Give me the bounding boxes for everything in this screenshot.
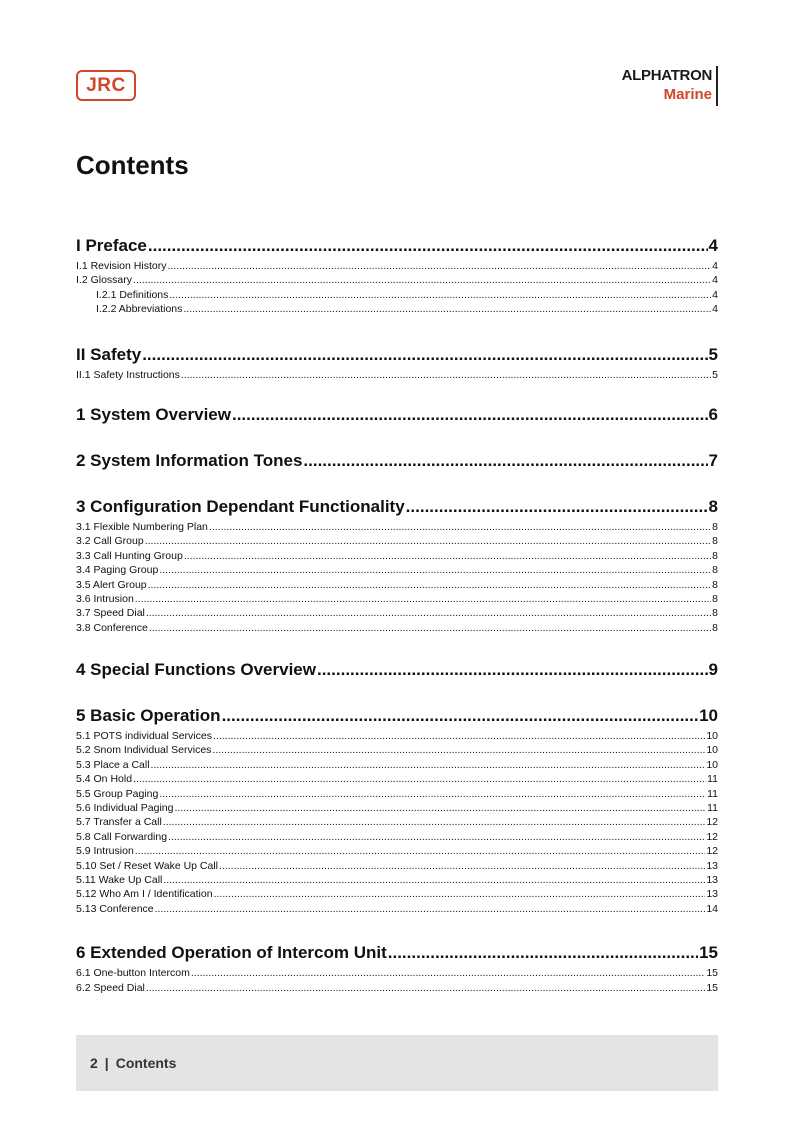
toc-spacer bbox=[76, 428, 718, 448]
toc-leader-dots bbox=[209, 520, 711, 534]
toc-entry-title: 5.6 Individual Paging bbox=[76, 802, 174, 815]
toc-page-number: 10 bbox=[706, 730, 718, 743]
toc-subsection-entry[interactable] bbox=[76, 902, 718, 916]
toc-chapter-title: 4 Special Functions Overview bbox=[76, 660, 316, 680]
toc-spacer bbox=[76, 382, 718, 402]
toc-leader-dots bbox=[146, 981, 705, 995]
footer-section-title: Contents bbox=[115, 1055, 177, 1071]
toc-leader-dots bbox=[151, 758, 706, 772]
toc-page-number: 8 bbox=[708, 496, 718, 516]
toc-leader-dots bbox=[191, 966, 705, 980]
toc-entry-title: 3.6 Intrusion bbox=[76, 592, 134, 605]
toc-page-number: 8 bbox=[712, 535, 718, 548]
toc-section bbox=[76, 233, 718, 317]
toc-subsection-entry[interactable] bbox=[76, 563, 718, 577]
footer-separator: | bbox=[104, 1055, 109, 1071]
toc-chapter-entry[interactable] bbox=[76, 233, 718, 259]
table-of-contents bbox=[76, 233, 718, 995]
jrc-logo-text: JRC bbox=[86, 74, 126, 96]
toc-section bbox=[76, 448, 718, 474]
toc-entry-title: 6.2 Speed Dial bbox=[76, 981, 145, 994]
toc-entry-title: 5.11 Wake Up Call bbox=[76, 873, 163, 886]
toc-spacer bbox=[76, 317, 718, 342]
jrc-logo bbox=[76, 70, 136, 101]
toc-entry-title: 3.7 Speed Dial bbox=[76, 607, 145, 620]
toc-subsection-entry[interactable] bbox=[76, 801, 718, 815]
toc-page-number: 15 bbox=[706, 981, 718, 994]
toc-leader-dots bbox=[213, 729, 705, 743]
toc-page-number: 8 bbox=[712, 549, 718, 562]
alphatron-marine-logo bbox=[612, 66, 718, 106]
toc-chapter-entry[interactable] bbox=[76, 448, 718, 474]
toc-page-number: 13 bbox=[706, 873, 718, 886]
toc-subsection-entry[interactable] bbox=[76, 966, 718, 980]
toc-subsection-entry[interactable] bbox=[76, 534, 718, 548]
toc-subsection-entry[interactable] bbox=[76, 830, 718, 844]
toc-leader-dots bbox=[135, 592, 711, 606]
toc-chapter-entry[interactable] bbox=[76, 703, 718, 729]
toc-subsection-entry[interactable] bbox=[76, 844, 718, 858]
toc-subsection-entry[interactable] bbox=[76, 758, 718, 772]
page-footer bbox=[76, 1035, 718, 1091]
toc-leader-dots bbox=[133, 273, 711, 287]
marine-logo-text: Marine bbox=[663, 86, 712, 103]
toc-entry-title: 3.2 Call Group bbox=[76, 535, 144, 548]
toc-subsubsection-entry[interactable] bbox=[76, 288, 718, 302]
toc-page-number: 12 bbox=[706, 816, 718, 829]
toc-leader-dots bbox=[214, 887, 706, 901]
toc-section bbox=[76, 657, 718, 683]
toc-leader-dots bbox=[148, 233, 708, 259]
toc-section bbox=[76, 402, 718, 428]
toc-chapter-entry[interactable] bbox=[76, 342, 718, 368]
toc-entry-title: 5.4 On Hold bbox=[76, 773, 133, 786]
toc-subsection-entry[interactable] bbox=[76, 859, 718, 873]
toc-page-number: 10 bbox=[706, 758, 718, 771]
toc-page-number: 8 bbox=[712, 621, 718, 634]
toc-entry-title: 5.12 Who Am I / Identification bbox=[76, 888, 213, 901]
toc-chapter-title: 6 Extended Operation of Intercom Unit bbox=[76, 943, 387, 963]
toc-leader-dots bbox=[406, 494, 708, 520]
toc-chapter-entry[interactable] bbox=[76, 402, 718, 428]
toc-subsection-entry[interactable] bbox=[76, 592, 718, 606]
toc-chapter-entry[interactable] bbox=[76, 494, 718, 520]
toc-chapter-title: II Safety bbox=[76, 344, 142, 364]
toc-page-number: 13 bbox=[706, 888, 718, 901]
toc-page-number: 15 bbox=[699, 943, 718, 963]
toc-entry-title: I.2.2 Abbreviations bbox=[96, 303, 183, 316]
page-title: Contents bbox=[76, 150, 189, 180]
toc-page-number: 11 bbox=[707, 773, 718, 786]
toc-leader-dots bbox=[232, 402, 708, 428]
toc-leader-dots bbox=[159, 563, 711, 577]
toc-leader-dots bbox=[133, 772, 706, 786]
toc-subsection-entry[interactable] bbox=[76, 729, 718, 743]
toc-page-number: 12 bbox=[706, 830, 718, 843]
toc-entry-title: 3.5 Alert Group bbox=[76, 578, 147, 591]
toc-entry-title: 5.1 POTS individual Services bbox=[76, 730, 212, 743]
toc-entry-title: 5.10 Set / Reset Wake Up Call bbox=[76, 859, 219, 872]
toc-leader-dots bbox=[303, 448, 707, 474]
toc-leader-dots bbox=[167, 259, 711, 273]
toc-spacer bbox=[76, 635, 718, 657]
toc-subsection-entry[interactable] bbox=[76, 787, 718, 801]
toc-page-number: 8 bbox=[712, 578, 718, 591]
toc-page-number: 8 bbox=[712, 592, 718, 605]
toc-page-number: 10 bbox=[706, 744, 718, 757]
toc-page-number: 4 bbox=[708, 236, 718, 255]
toc-subsection-entry[interactable] bbox=[76, 578, 718, 592]
toc-page-number: 12 bbox=[706, 845, 718, 858]
toc-page-number: 8 bbox=[712, 520, 718, 533]
toc-page-number: 11 bbox=[707, 802, 718, 815]
toc-leader-dots bbox=[219, 859, 705, 873]
toc-leader-dots bbox=[212, 743, 705, 757]
toc-leader-dots bbox=[317, 657, 708, 683]
toc-page-number: 8 bbox=[712, 607, 718, 620]
toc-chapter-entry[interactable] bbox=[76, 657, 718, 683]
toc-chapter-title: 1 System Overview bbox=[76, 404, 231, 424]
toc-chapter-title: 3 Configuration Dependant Functionality bbox=[76, 496, 405, 516]
toc-entry-title: 5.9 Intrusion bbox=[76, 845, 134, 858]
toc-subsection-entry[interactable] bbox=[76, 887, 718, 901]
footer-page-number: 2 bbox=[90, 1055, 98, 1071]
toc-entry-title: I.1 Revision History bbox=[76, 260, 167, 272]
toc-leader-dots bbox=[148, 578, 712, 592]
toc-leader-dots bbox=[149, 621, 711, 635]
toc-spacer bbox=[76, 474, 718, 494]
toc-page-number: 13 bbox=[706, 859, 718, 872]
toc-page-number: 11 bbox=[707, 787, 718, 800]
toc-page-number: 4 bbox=[712, 260, 718, 272]
toc-subsection-entry[interactable] bbox=[76, 606, 718, 620]
toc-leader-dots bbox=[155, 902, 706, 916]
toc-entry-title: 5.2 Snom Individual Services bbox=[76, 744, 212, 757]
toc-subsection-entry[interactable] bbox=[76, 873, 718, 887]
toc-subsection-entry[interactable] bbox=[76, 981, 718, 995]
toc-leader-dots bbox=[146, 606, 711, 620]
toc-entry-title: 5.3 Place a Call bbox=[76, 758, 150, 771]
toc-page-number: 8 bbox=[712, 564, 718, 577]
toc-leader-dots bbox=[168, 830, 705, 844]
toc-subsection-entry[interactable] bbox=[76, 621, 718, 635]
toc-section bbox=[76, 494, 718, 635]
toc-section bbox=[76, 703, 718, 916]
toc-subsection-entry[interactable] bbox=[76, 520, 718, 534]
toc-entry-title: 5.8 Call Forwarding bbox=[76, 830, 168, 843]
toc-entry-title: 5.13 Conference bbox=[76, 902, 154, 915]
toc-page-number: 4 bbox=[712, 288, 718, 301]
toc-subsection-entry[interactable] bbox=[76, 743, 718, 757]
toc-page-number: 4 bbox=[712, 274, 718, 287]
toc-page-number: 15 bbox=[706, 967, 718, 980]
toc-leader-dots bbox=[169, 288, 711, 302]
toc-leader-dots bbox=[183, 302, 711, 316]
toc-leader-dots bbox=[159, 787, 706, 801]
toc-leader-dots bbox=[184, 549, 711, 563]
toc-subsection-entry[interactable] bbox=[76, 772, 718, 786]
toc-page-number: 4 bbox=[712, 303, 718, 316]
toc-entry-title: 5.5 Group Paging bbox=[76, 787, 159, 800]
toc-leader-dots bbox=[142, 342, 707, 368]
toc-spacer bbox=[76, 916, 718, 940]
toc-page-number: 10 bbox=[699, 706, 718, 726]
toc-leader-dots bbox=[222, 703, 699, 729]
toc-entry-title: II.1 Safety Instructions bbox=[76, 368, 180, 381]
toc-entry-title: I.2.1 Definitions bbox=[96, 288, 169, 301]
toc-entry-title: 3.8 Conference bbox=[76, 621, 148, 634]
toc-entry-title: I.2 Glossary bbox=[76, 274, 133, 287]
toc-subsection-entry[interactable] bbox=[76, 273, 718, 287]
toc-section bbox=[76, 342, 718, 382]
toc-leader-dots bbox=[145, 534, 711, 548]
toc-page-number: 5 bbox=[712, 368, 718, 381]
toc-entry-title: 3.3 Call Hunting Group bbox=[76, 549, 183, 562]
toc-leader-dots bbox=[175, 801, 707, 815]
toc-spacer bbox=[76, 683, 718, 703]
alphatron-logo-text: ALPHATRON bbox=[621, 67, 712, 84]
toc-leader-dots bbox=[135, 844, 706, 858]
toc-page-number: 7 bbox=[708, 450, 718, 470]
toc-entry-title: 3.1 Flexible Numbering Plan bbox=[76, 520, 208, 533]
toc-chapter-entry[interactable] bbox=[76, 940, 718, 966]
toc-section bbox=[76, 940, 718, 995]
toc-subsubsection-entry[interactable] bbox=[76, 302, 718, 316]
toc-chapter-title: 2 System Information Tones bbox=[76, 450, 303, 470]
toc-subsection-entry[interactable] bbox=[76, 368, 718, 382]
toc-leader-dots bbox=[388, 940, 698, 966]
toc-entry-title: 3.4 Paging Group bbox=[76, 564, 159, 577]
toc-page-number: 9 bbox=[708, 660, 718, 680]
toc-subsection-entry[interactable] bbox=[76, 815, 718, 829]
toc-entry-title: 5.7 Transfer a Call bbox=[76, 816, 162, 829]
toc-leader-dots bbox=[163, 873, 705, 887]
toc-leader-dots bbox=[163, 815, 706, 829]
toc-entry-title: 6.1 One-button Intercom bbox=[76, 967, 190, 980]
toc-subsection-entry[interactable] bbox=[76, 549, 718, 563]
toc-leader-dots bbox=[181, 368, 711, 382]
toc-page-number: 5 bbox=[708, 344, 718, 364]
toc-subsection-entry[interactable] bbox=[76, 259, 718, 273]
toc-page-number: 14 bbox=[706, 902, 718, 915]
toc-chapter-title: I Preface bbox=[76, 236, 147, 255]
toc-chapter-title: 5 Basic Operation bbox=[76, 706, 221, 726]
toc-page-number: 6 bbox=[708, 404, 718, 424]
